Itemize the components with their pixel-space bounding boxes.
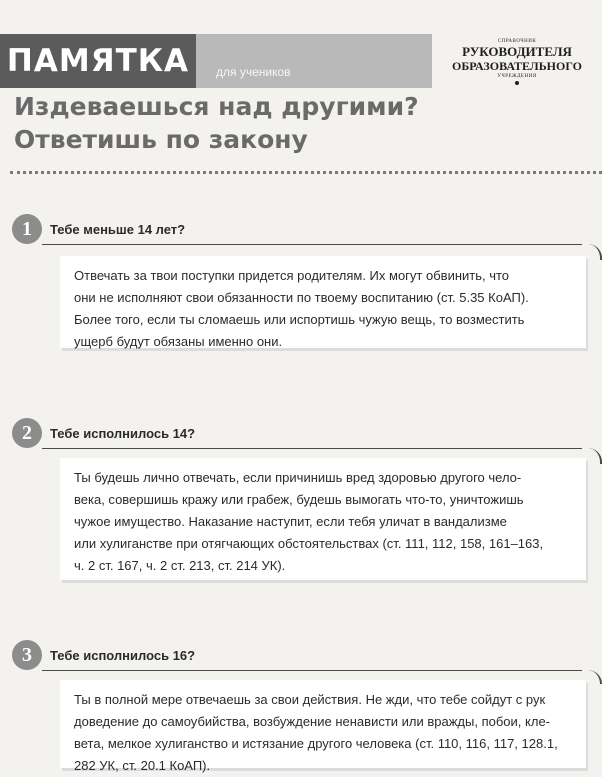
item-question: Тебе исполнилось 16? (50, 648, 196, 663)
answer-line: Более того, если ты сломаешь или испортишь чужую вещь, то возместить (74, 312, 525, 327)
memo-audience: для учеников (216, 65, 291, 79)
brand-line-2: ОБРАЗОВАТЕЛЬНОГО (451, 59, 583, 73)
answer-line: доведение до самоубийства, возбуждение ненависти или вражды, побои, кле- (74, 714, 550, 729)
brand-top: СПРАВОЧНИК (497, 39, 537, 44)
brand-bottom: УЧРЕЖДЕНИЯ (497, 74, 537, 79)
answer-line: Ты в полной мере отвечаешь за свои действия. Не жди, что тебе сойдут с рук (74, 692, 546, 707)
answer-line: века, совершишь кражу или грабеж, будешь вымогать что-то, уничтожишь (74, 492, 524, 507)
publication-brand (446, 38, 588, 85)
answer-line: 282 УК, ст. 20.1 КоАП). (74, 758, 211, 773)
answer-card (60, 458, 586, 580)
page-title (14, 90, 574, 156)
item-number-badge: 3 (12, 640, 42, 670)
brand-dot-icon (515, 81, 519, 85)
header-band (0, 34, 432, 88)
answer-card (60, 256, 586, 348)
item-number-badge: 2 (12, 418, 42, 448)
question-rule (42, 244, 582, 245)
answer-card (60, 680, 586, 773)
title-line-1: Издеваешься над другими? (14, 92, 419, 121)
item-question: Тебе исполнилось 14? (50, 426, 196, 441)
question-rule (42, 448, 582, 449)
memo-tag-subtitle (196, 34, 432, 88)
answer-line: вета, мелкое хулиганство и истязание другого человека (ст. 110, 116, 117, 128.1, (74, 736, 558, 751)
item-number-badge: 1 (12, 214, 42, 244)
answer-line: чужое имущество. Наказание наступит, если тебя уличат в вандализме (74, 514, 507, 529)
answer-line: Ты будешь лично отвечать, если причинишь вред здоровью другого чело- (74, 470, 522, 485)
answer-line: они не исполняют свои обязанности по твоему воспитанию (ст. 5.35 КоАП). (74, 290, 529, 305)
dotted-divider (10, 171, 602, 174)
question-rule (42, 670, 582, 671)
item-question: Тебе меньше 14 лет? (50, 222, 186, 237)
brand-line-1: РУКОВОДИТЕЛЯ (462, 44, 572, 59)
answer-line: или хулиганстве при отягчающих обстоятельствах (ст. 111, 112, 158, 161–163, (74, 536, 544, 551)
title-line-2: Ответишь по закону (14, 125, 308, 154)
answer-line: ч. 2 ст. 167, ч. 2 ст. 213, ст. 214 УК). (74, 558, 286, 573)
answer-line: Отвечать за твои поступки придется родителям. Их могут обвинить, что (74, 268, 510, 283)
answer-line: ущерб будут обязаны именно они. (74, 334, 283, 349)
memo-tag: ПАМЯТКА (0, 34, 196, 88)
